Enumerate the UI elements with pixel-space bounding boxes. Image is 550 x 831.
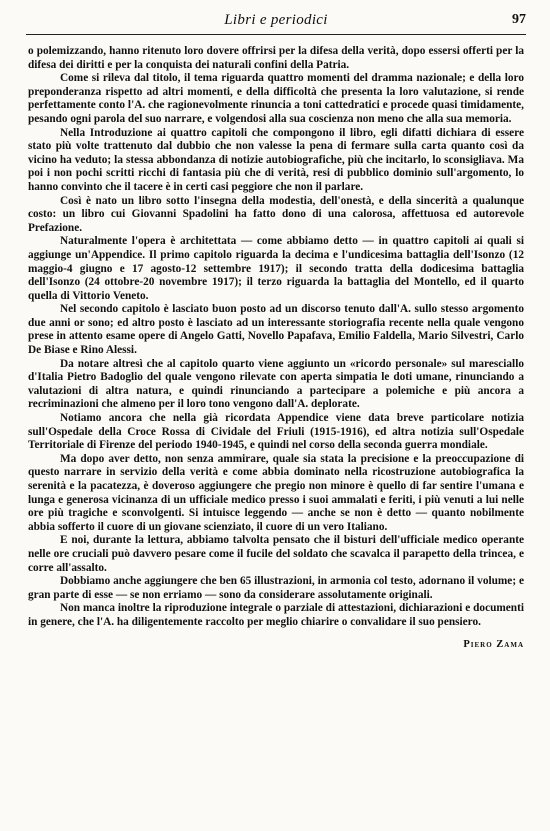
header-rule (26, 34, 526, 35)
paragraph-7: Da notare altresì che al capitolo quarto viene aggiunto un «ricordo personale» sul maresciallo d'Italia Pietro Badoglio del quale vengono rilevate con aperta simpatia le doti umane, rinunciando a valutazioni di altra natura, e quindi rinunciando a partecipare a polemiche e più ancora a recriminazioni che almeno per il loro tono vengono dall'A. deplorate. (28, 357, 524, 411)
article-body (28, 45, 524, 651)
paragraph-5: Naturalmente l'opera è architettata — come abbiamo detto — in quattro capitoli ai quali si aggiunge un'Appendice. Il primo capitolo riguarda la decima e l'undicesima battaglia dell'Isonzo (12 maggio-4 giugno e 17 agosto-12 settembre 1917); il secondo tratta della dodicesima battaglia dell'Isonzo (24 ottobre-20 novembre 1917); il terzo riguarda la battaglia del Montello, ed il quarto quella di Vittorio Veneto. (28, 235, 524, 302)
paragraph-12: Non manca inoltre la riproduzione integrale o parziale di attestazioni, dichiarazioni e documenti in genere, che l'A. ha diligentemente raccolto per meglio chiarire o convalidare il suo pensiero. (28, 602, 524, 628)
paragraph-2: Come si rileva dal titolo, il tema riguarda quattro momenti del dramma nazionale; e della loro preponderanza rispetto ad altri momenti, e della difficoltà che presenta la loro valutazione, si rende perfettamente conto l'A. che ragionevolmente rinuncia a toni cattedratici e procede quasi timidamente, pesando ogni parola del suo narrare, e volgendosi alla sua coscienza non meno che alla sua memoria. (28, 72, 524, 125)
paragraph-6: Nel secondo capitolo è lasciato buon posto ad un discorso tenuto dall'A. sullo stesso argomento due anni or sono; ed altro posto è lasciato ad un interessante storiografia recente nella quale vengono prese in attento esame opere di Angelo Gatti, Novello Papafava, Emilio Faldella, Mario Silvestri, Carlo De Biase e Rino Alessi. (28, 303, 524, 357)
paragraph-4: Così è nato un libro sotto l'insegna della modestia, dell'onestà, e della sincerità a qualunque costo: un libro cui Giovanni Spadolini ha fatto dono di una calorosa, affettuosa ed autorevole Prefazione. (28, 194, 524, 234)
paragraph-3: Nella Introduzione ai quattro capitoli che compongono il libro, egli difatti dichiara di essere stato più volte trattenuto dal dubbio che non valesse la pena di fermare sulla carta quanto così da vicino ha veduto; la stessa abbondanza di notizie autobiografiche, più che incitarlo, lo sconsigliava. Ma poi i non pochi scritti ricchi di fantasia più che di verità, resi di pubblico dominio sull'argomento, lo hanno convinto che il tacere è in certi casi peggiore che non il parlare. (28, 126, 524, 193)
running-header (26, 10, 526, 32)
paragraph-8: Notiamo ancora che nella già ricordata Appendice viene data breve particolare notizia sull'Ospedale della Croce Rossa di Cividale del Friuli (1915-1916), ed altra notizia sull'Ospedale Territoriale di Firenze del periodo 1940-1945, e quindi nel corso della seconda guerra mondiale. (28, 412, 524, 452)
page-number: 97 (512, 12, 526, 27)
paragraph-1: o polemizzando, hanno ritenuto loro dovere offrirsi per la difesa della verità, dopo essersi offerti per la difesa dei diritti e per la conquista dei naturali confini della Patria. (28, 45, 524, 71)
paragraph-9: Ma dopo aver detto, non senza ammirare, quale sia stata la precisione e la preoccupazione di questo narrare in servizio della verità e come abbia dominato nella ricostruzione autobiografica la serenità e la pacatezza, è doveroso aggiungere che pregio non minore è quello di far sentire l'umana e lunga e generosa vicinanza di un ufficiale medico presso i suoi ammalati e feriti, i più venuti a lui nelle ore più tragiche e sconvolgenti. Si intuisce leggendo — anche se non è detto — quanto nobilmente abbia sofferto il cuore di un giovane scienziato, il cuore di un vero Italiano. (28, 452, 524, 533)
running-title: Libri e periodici (224, 12, 328, 28)
author-signature: Piero Zama (463, 638, 524, 650)
paragraph-10: E noi, durante la lettura, abbiamo talvolta pensato che il bisturi dell'ufficiale medico operante nelle ore cruciali può davvero pesare come il fucile del soldato che scavalca il parapetto della trincea, e corre all'assalto. (28, 534, 524, 574)
paragraph-11: Dobbiamo anche aggiungere che ben 65 illustrazioni, in armonia col testo, adornano il volume; e gran parte di esse — se non erriamo — sono da considerare assolutamente originali. (28, 575, 524, 601)
